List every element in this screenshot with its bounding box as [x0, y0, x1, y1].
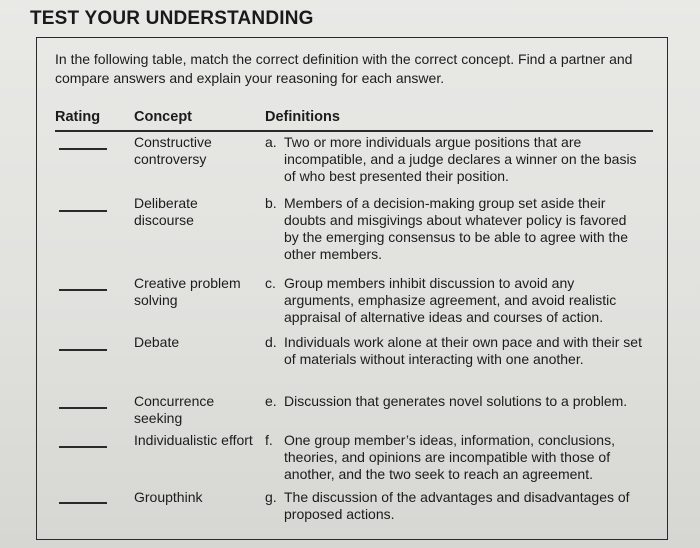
exercise-box	[36, 37, 668, 540]
definition-text: The discussion of the advantages and disadvantages of proposed actions.	[284, 489, 630, 522]
definition-letter: c.	[265, 275, 276, 291]
rating-blank-6[interactable]	[59, 446, 107, 448]
rating-blank-1[interactable]	[59, 148, 107, 150]
definition-text: One group member’s ideas, information, conclusions, theories, and opinions are incompatible with those of another, and the two seek to reach an agreement.	[284, 432, 615, 482]
concept-column-header: Concept	[134, 109, 192, 125]
definition-g	[265, 489, 645, 523]
definition-b	[265, 195, 645, 263]
definition-text: Two or more individuals argue positions that are incompatible, and a judge declares a winner on the basis of who best presented their position.	[284, 134, 637, 184]
definition-letter: g.	[265, 489, 277, 505]
concept-creative-problem-solving: Creative problem solving	[134, 275, 241, 308]
definition-letter: f.	[265, 432, 273, 448]
definition-c	[265, 275, 645, 326]
definition-f	[265, 432, 645, 483]
definition-letter: a.	[265, 134, 277, 150]
concept-constructive-controversy: Constructive controversy	[134, 134, 212, 167]
concept-individualistic-effort: Individualistic effort	[134, 432, 253, 448]
concept-concurrence-seeking: Concurrence seeking	[134, 393, 215, 426]
definition-text: Individuals work alone at their own pace and with their set of materials without interacting with one another.	[284, 334, 642, 367]
rating-blank-2[interactable]	[59, 210, 107, 212]
definition-letter: e.	[265, 393, 277, 409]
definition-d	[265, 334, 645, 368]
definition-letter: b.	[265, 195, 277, 211]
instructions-text: In the following table, match the correct definition with the correct concept. Find a partner and compare answers and explain your reasoning for each answer.	[55, 51, 633, 86]
definition-e	[265, 393, 645, 410]
rating-column-header: Rating	[55, 109, 101, 125]
rating-blank-5[interactable]	[59, 407, 107, 409]
definition-a	[265, 134, 645, 185]
definition-text: Group members inhibit discussion to avoid any arguments, emphasize agreement, and avoid realistic appraisal of alternative ideas and courses of action.	[284, 275, 617, 325]
definition-letter: d.	[265, 334, 277, 350]
section-heading: TEST YOUR UNDERSTANDING	[30, 8, 314, 29]
concept-deliberate-discourse: Deliberate discourse	[134, 195, 198, 228]
rating-blank-4[interactable]	[59, 349, 107, 351]
definition-text: Members of a decision-making group set aside their doubts and misgivings about whatever policy is favored by the emerging consensus to be able to agree with the other members.	[284, 195, 628, 262]
definition-text: Discussion that generates novel solutions to a problem.	[284, 393, 628, 409]
definitions-column-header: Definitions	[265, 109, 340, 125]
concept-debate: Debate	[134, 334, 180, 350]
concept-groupthink: Groupthink	[134, 489, 203, 505]
header-rule	[55, 130, 653, 132]
rating-blank-7[interactable]	[59, 502, 107, 504]
rating-blank-3[interactable]	[59, 289, 107, 291]
